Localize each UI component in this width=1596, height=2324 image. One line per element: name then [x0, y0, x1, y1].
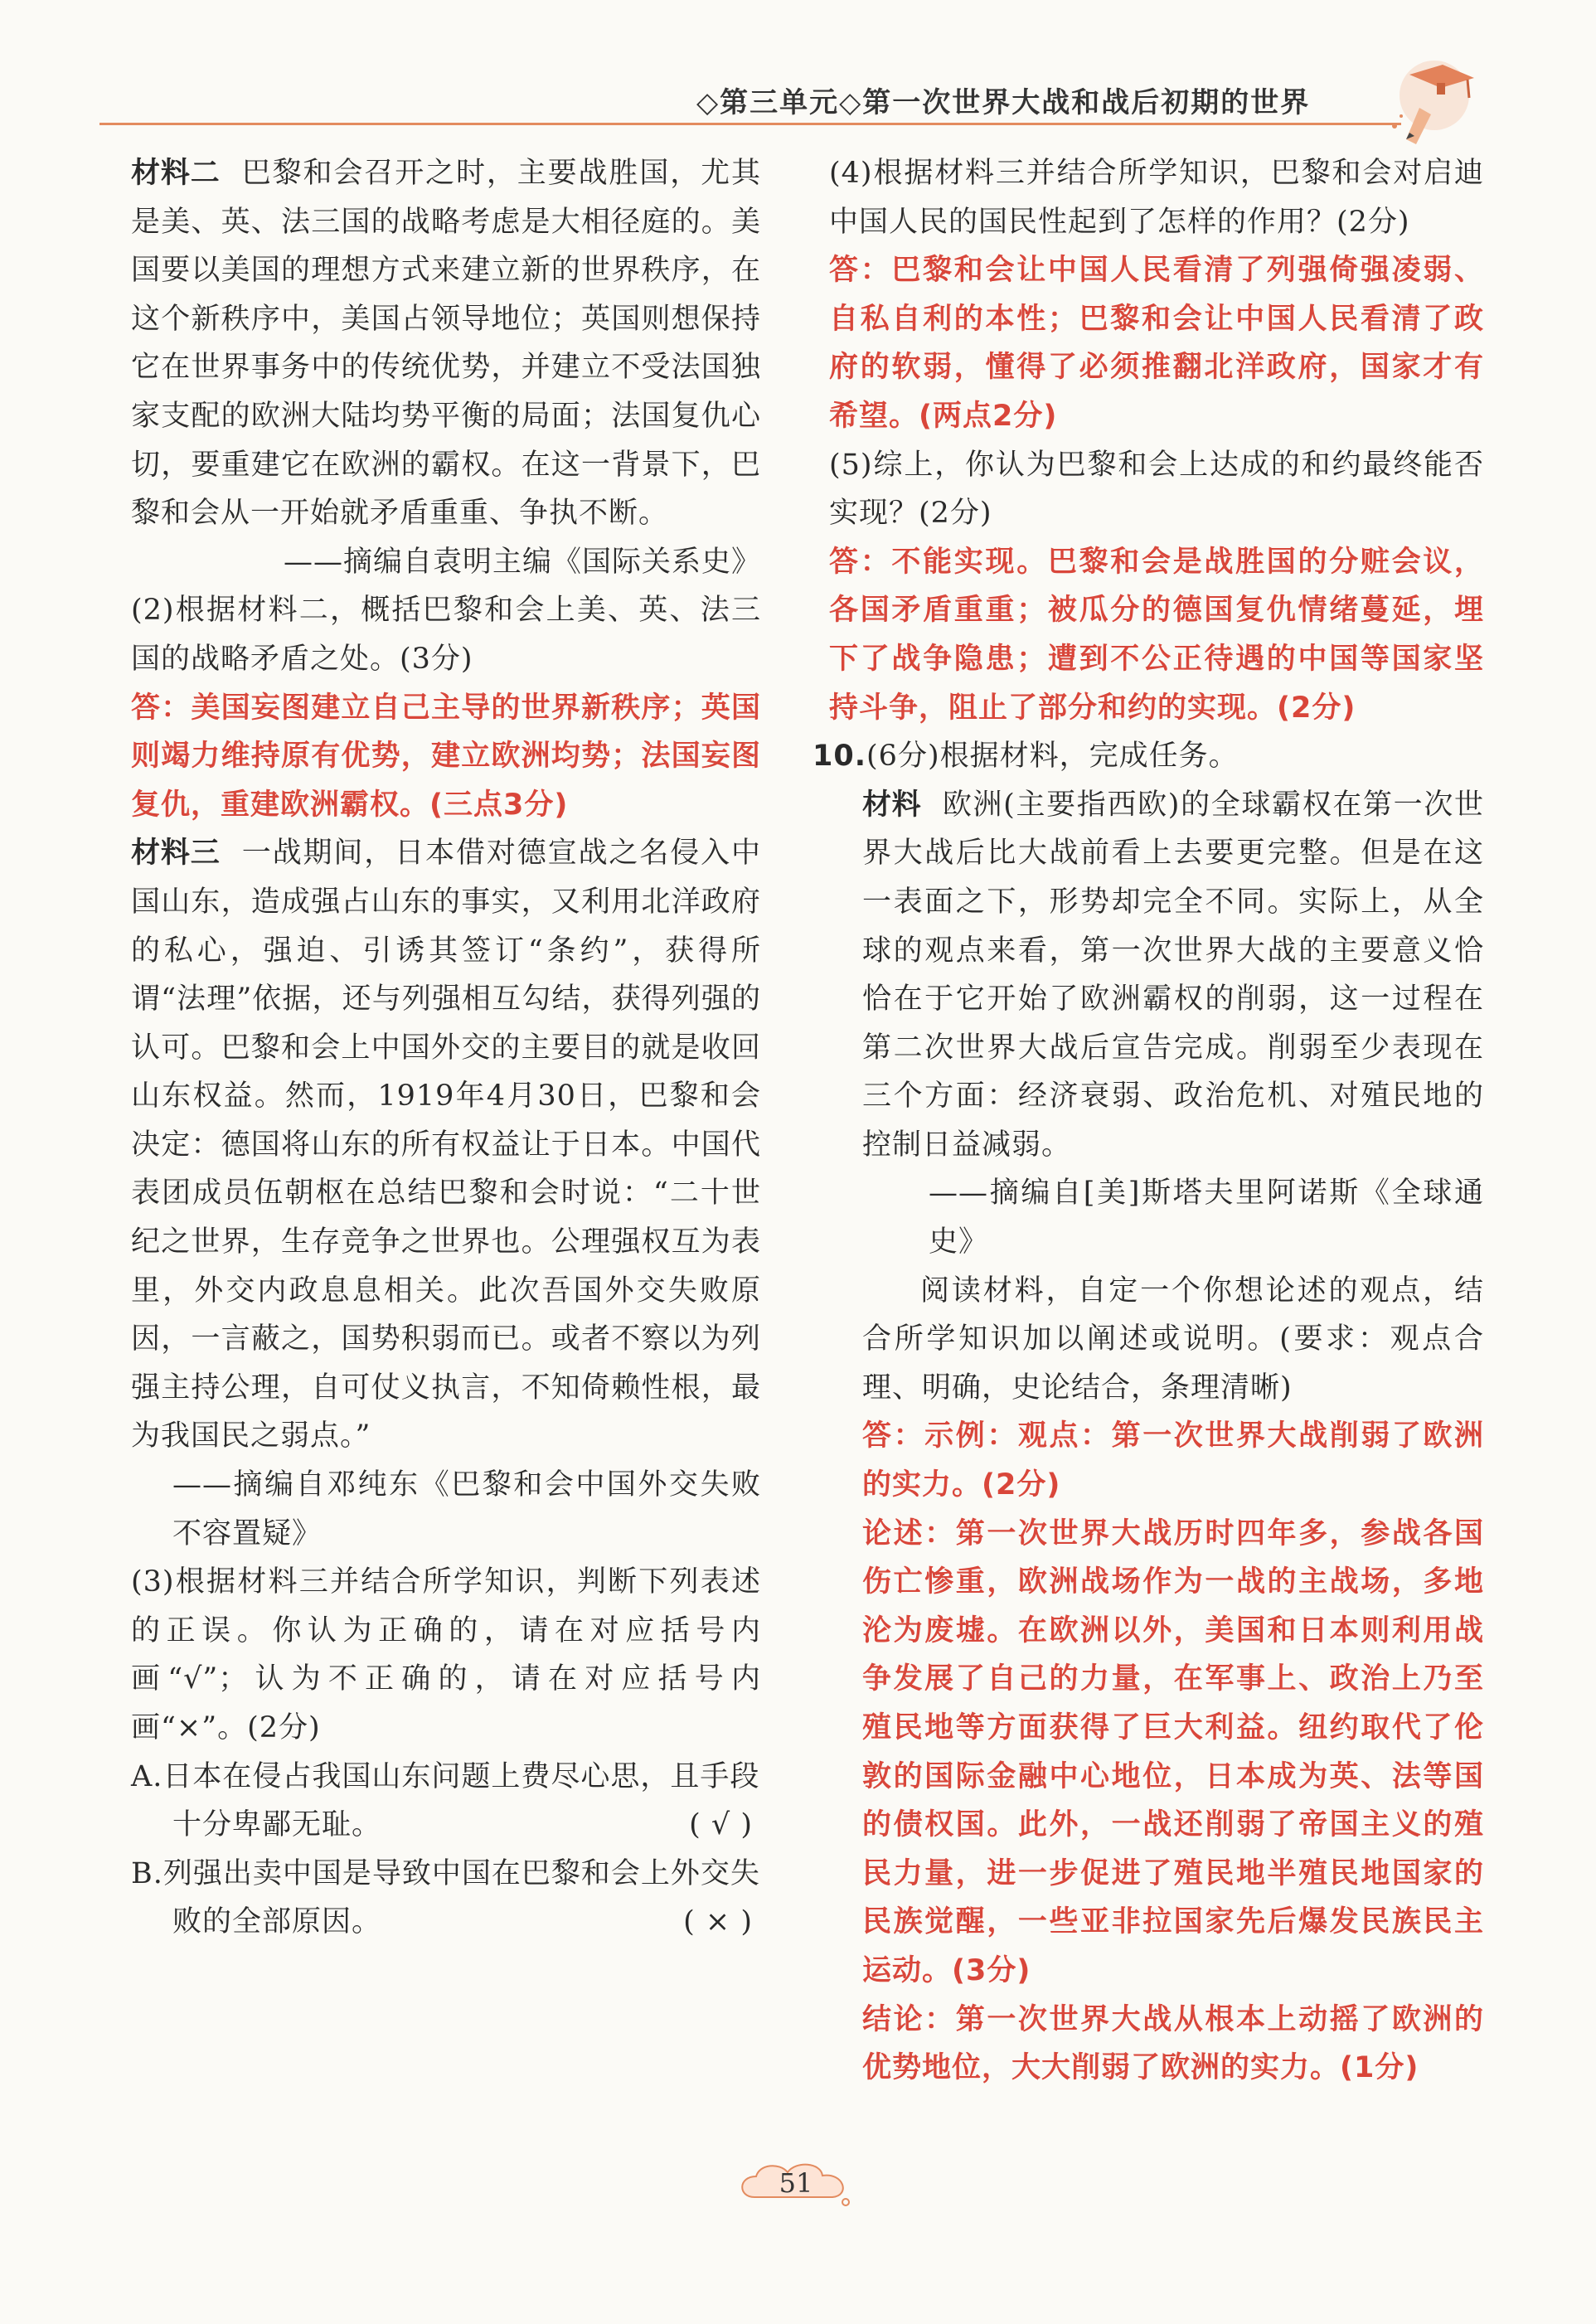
question-4: (4)根据材料三并结合所学知识，巴黎和会对启迪中国人民的国民性起到了怎样的作用？(2分): [829, 157, 1484, 239]
question-5: (5)综上，你认为巴黎和会上达成的和约最终能否实现？(2分): [829, 448, 1484, 531]
option-b-text: B.列强出卖中国是导致中国在巴黎和会上外交失败的全部原因。: [131, 1856, 760, 1939]
right-column: [813, 149, 1484, 2093]
question-10-text: (6分)根据材料，完成任务。: [866, 740, 1239, 774]
option-a-text: A.日本在侵占我国山东问题上费尽心思，且手段十分卑鄙无耻。: [131, 1759, 760, 1842]
answer-4: 答：巴黎和会让中国人民看清了列强倚强凌弱、自私自利的本性；巴黎和会让中国人民看清了政府的软弱，懂得了必须推翻北洋政府，国家才有希望。(两点2分): [829, 254, 1484, 433]
material-2-source: ——摘编自袁明主编《国际关系史》: [283, 545, 761, 579]
unit-title: ◇第三单元◇第一次世界大战和战后初期的世界: [696, 86, 1311, 119]
material-10-block: [829, 781, 1484, 2093]
pencil-graduation-cap-icon: [1376, 50, 1492, 149]
answer-5: 答：不能实现。巴黎和会是战胜国的分赃会议，各国矛盾重重；被瓜分的德国复仇情绪蔓延，埋下了战争隐患；遭到不公正待遇的中国等国家坚持斗争，阻止了部分和约的实现。(2分): [829, 545, 1484, 725]
material-2-text: 巴黎和会召开之时，主要战胜国，尤其是美、英、法三国的战略考虑是大相径庭的。美国要以美国的理想方式来建立新的世界秩序，在这个新秩序中，美国占领导地位；英国则想保持它在世界事务中的传统优势，并建立不受法国独家支配的欧洲大陆均势平衡的局面；法国复仇心切，要重建它在欧洲的霸权。在这一背景下，巴黎和会从一开始就矛盾重重、争执不断。: [131, 157, 761, 531]
question-3: (3)根据材料三并结合所学知识，判断下列表述的正误。你认为正确的，请在对应括号内画“√”；认为不正确的，请在对应括号内画“×”。(2分): [131, 1565, 761, 1744]
question-10-number: 10.: [813, 740, 867, 774]
page-number: 51: [779, 2167, 813, 2199]
answer-10-view: 答：示例：观点：第一次世界大战削弱了欧洲的实力。(2分): [862, 1419, 1484, 1502]
material-10-source: ——摘编自[美]斯塔夫里阿诺斯《全球通史》: [929, 1177, 1484, 1259]
option-a: [131, 1753, 761, 1850]
material-2-label: 材料二: [131, 157, 221, 190]
option-a-mark: ( √ ): [689, 1808, 753, 1842]
answer-10-argument: 论述：第一次世界大战历时四年多，参战各国伤亡惨重，欧洲战场作为一战的主战场，多地沦为废墟。在欧洲以外，美国和日本则利用战争发展了自己的力量，在军事上、政治上乃至殖民地等方面获得了巨大利益。纽约取代了伦敦的国际金融中心地位，日本成为英、法等国的债权国。此外，一战还削弱了帝国主义的殖民力量，进一步促进了殖民地半殖民地国家的民族觉醒，一些亚非拉国家先后爆发民族民主运动。(3分): [862, 1516, 1484, 1987]
question-2: (2)根据材料二，概括巴黎和会上美、英、法三国的战略矛盾之处。(3分): [131, 594, 761, 676]
left-column: [131, 149, 761, 1947]
answer-10-conclusion: 结论：第一次世界大战从根本上动摇了欧洲的优势地位，大大削弱了欧洲的实力。(1分): [862, 2002, 1484, 2085]
material-3-text: 一战期间，日本借对德宣战之名侵入中国山东，造成强占山东的事实，又利用北洋政府的私心，强迫、引诱其签订“条约”，获得所谓“法理”依据，还与列强相互勾结，获得列强的认可。巴黎和会上中国外交的主要目的就是收回山东权益。然而，1919年4月30日，巴黎和会决定：德国将山东的所有权益让于日本。中国代表团成员伍朝枢在总结巴黎和会时说：“二十世纪之世界，生存竞争之世界也。公理强权互为表里，外交内政息息相关。此次吾国外交失败原因，一言蔽之，国势积弱而已。或者不察以为列强主持公理，自可仗义执言，不知倚赖性根，最为我国民之弱点。”: [131, 837, 761, 1453]
material-3: [131, 829, 761, 1461]
material-3-label: 材料三: [131, 837, 221, 871]
question-10: [813, 732, 1484, 781]
option-b: [131, 1850, 761, 1947]
answer-2: 答：美国妄图建立自己主导的世界新秩序；英国则竭力维持原有优势，建立欧洲均势；法国妄图复仇，重建欧洲霸权。(三点3分): [131, 691, 761, 822]
header-rule: [99, 123, 1401, 125]
option-b-mark: ( × ): [683, 1905, 753, 1939]
material-3-source: ——摘编自邓纯东《巴黎和会中国外交失败不容置疑》: [172, 1468, 761, 1550]
material-2: [131, 149, 761, 538]
task-instruction: 阅读材料，自定一个你想论述的观点，结合所学知识加以阐述或说明。(要求：观点合理、明确，史论结合，条理清晰): [862, 1274, 1484, 1405]
material-10-text: 欧洲(主要指西欧)的全球霸权在第一次世界大战后比大战前看上去要更完整。但是在这一表面之下，形势却完全不同。实际上，从全球的观点来看，第一次世界大战的主要意义恰恰在于它开始了欧洲霸权的削弱，这一过程在第二次世界大战后宣告完成。削弱至少表现在三个方面：经济衰弱、政治危机、对殖民地的控制日益减弱。: [862, 788, 1484, 1162]
material-10-label: 材料: [862, 788, 922, 822]
page-number-badge: [730, 2156, 862, 2214]
material-10: [862, 781, 1484, 1170]
